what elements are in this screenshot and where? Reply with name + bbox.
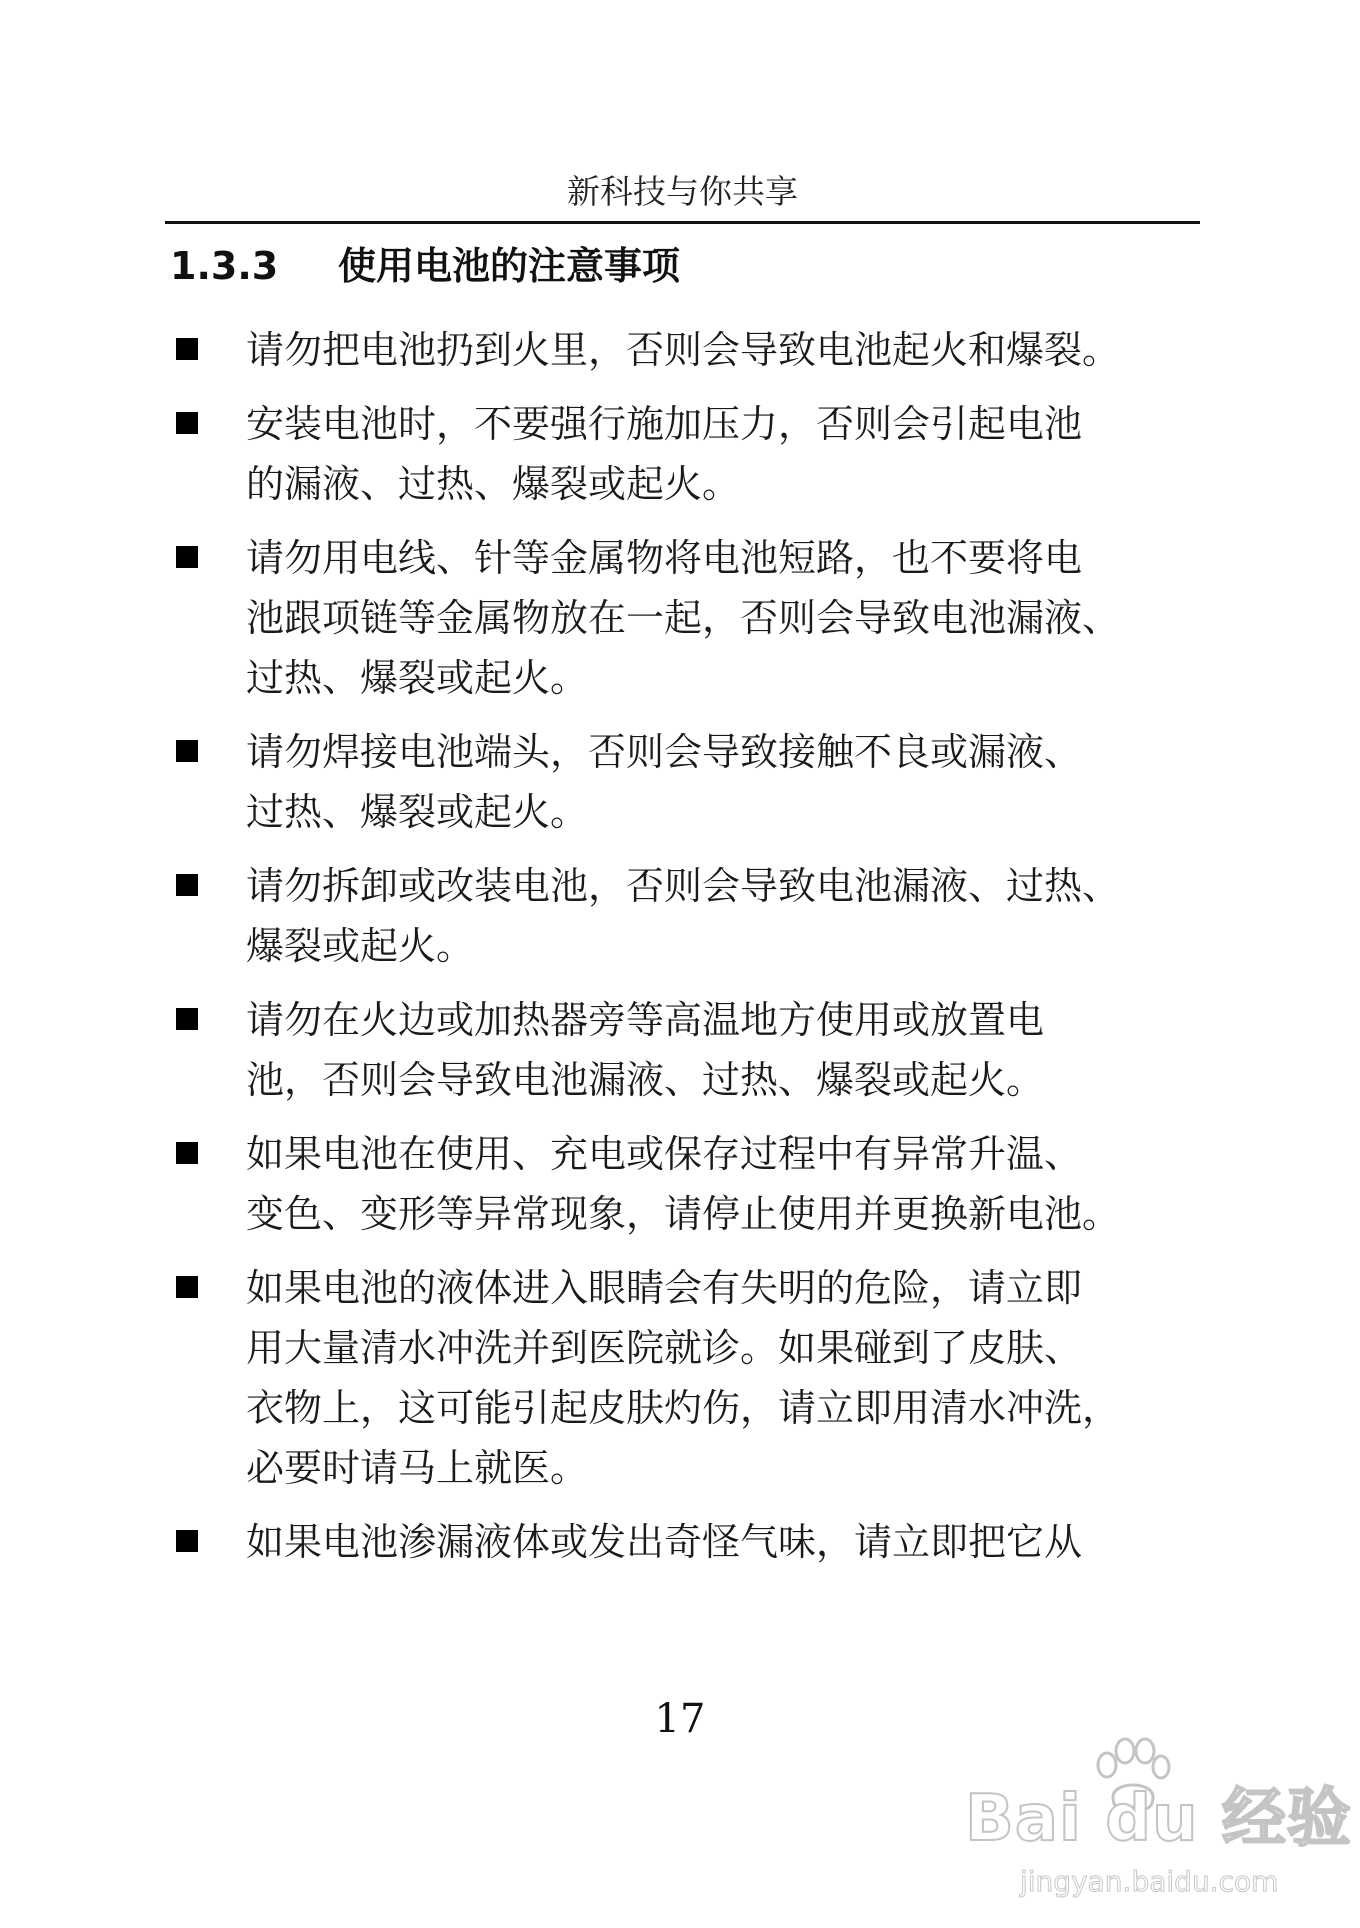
list-item	[170, 1124, 1200, 1244]
square-bullet-icon	[176, 874, 198, 896]
section-number: 1.3.3	[170, 244, 279, 288]
list-item	[170, 1512, 1200, 1572]
square-bullet-icon	[176, 740, 198, 762]
square-bullet-icon	[176, 1530, 198, 1552]
list-item	[170, 990, 1200, 1110]
list-item-text: 请勿用电线、针等金属物将电池短路，也不要将电 池跟项链等金属物放在一起，否则会导致电池漏液、 过热、爆裂或起火。	[246, 536, 1121, 700]
square-bullet-icon	[176, 546, 198, 568]
list-item-text: 安装电池时，不要强行施加压力，否则会引起电池 的漏液、过热、爆裂或起火。	[246, 402, 1083, 506]
list-item-text: 如果电池在使用、充电或保存过程中有异常升温、 变色、变形等异常现象，请停止使用并更换新电池。	[246, 1132, 1121, 1236]
watermark-url: jingyan.baidu.com	[1020, 1865, 1279, 1898]
list-item	[170, 1258, 1200, 1498]
list-item	[170, 722, 1200, 842]
section-heading	[170, 238, 1200, 294]
list-item	[170, 394, 1200, 514]
list-item	[170, 528, 1200, 708]
list-item-text: 请勿拆卸或改装电池，否则会导致电池漏液、过热、 爆裂或起火。	[246, 864, 1121, 968]
header-rule	[165, 221, 1200, 224]
list-item-text: 如果电池的液体进入眼睛会有失明的危险，请立即 用大量清水冲洗并到医院就诊。如果碰到了皮肤、 衣物上，这可能引起皮肤灼伤，请立即用清水冲洗， 必要时请马上就医。	[246, 1266, 1121, 1490]
list-item-text: 请勿焊接电池端头，否则会导致接触不良或漏液、 过热、爆裂或起火。	[246, 730, 1083, 834]
list-item-text: 请勿在火边或加热器旁等高温地方使用或放置电 池，否则会导致电池漏液、过热、爆裂或起火。	[246, 998, 1045, 1102]
square-bullet-icon	[176, 1008, 198, 1030]
list-item	[170, 320, 1200, 380]
list-item	[170, 856, 1200, 976]
precaution-list	[170, 320, 1200, 1586]
page-number: 17	[654, 1696, 706, 1742]
running-header: 新科技与你共享	[567, 172, 798, 211]
square-bullet-icon	[176, 1276, 198, 1298]
section-title: 使用电池的注意事项	[338, 244, 681, 288]
square-bullet-icon	[176, 412, 198, 434]
watermark-brand: Bai du 经验	[965, 1782, 1352, 1856]
list-item-text: 请勿把电池扔到火里，否则会导致电池起火和爆裂。	[246, 328, 1121, 372]
baidu-jingyan-watermark	[965, 1735, 1352, 1905]
list-item-text: 如果电池渗漏液体或发出奇怪气味，请立即把它从	[246, 1520, 1083, 1564]
square-bullet-icon	[176, 1142, 198, 1164]
square-bullet-icon	[176, 338, 198, 360]
